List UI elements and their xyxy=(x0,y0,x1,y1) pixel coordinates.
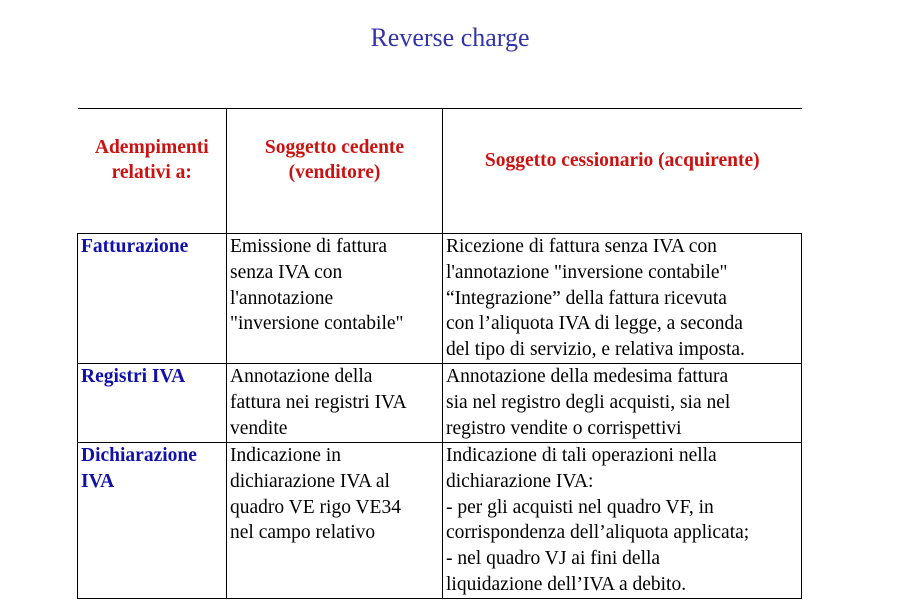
cell-cedente-fatturazione xyxy=(227,234,443,364)
cell-text: - per gli acquisti nel quadro VF, in xyxy=(446,496,714,518)
cell-text: Registri IVA xyxy=(81,366,186,387)
header-cessionario xyxy=(443,109,802,234)
header-text: relativi a: xyxy=(111,162,192,183)
table-row-dichiarazione-iva xyxy=(78,443,802,599)
cell-text: del tipo di servizio, e relativa imposta. xyxy=(446,339,745,361)
cell-cedente-dichiarazione xyxy=(227,443,443,599)
cell-text: Indicazione di tali operazioni nella xyxy=(446,445,717,466)
cell-text: vendite xyxy=(230,417,288,439)
cell-text: liquidazione dell’IVA a debito. xyxy=(446,573,687,595)
cell-text: corrispondenza dell’aliquota applicata; xyxy=(446,522,750,544)
row-label-fatturazione xyxy=(78,234,227,364)
header-text: Soggetto cedente xyxy=(264,137,405,158)
cell-text: "inversione contabile" xyxy=(230,313,404,335)
row-label-registri-iva xyxy=(78,364,227,443)
cell-text: registro vendite o corrispettivi xyxy=(446,417,682,439)
table-header-row xyxy=(78,109,802,234)
table-row-fatturazione xyxy=(78,234,802,364)
cell-text: senza IVA con xyxy=(230,261,343,283)
reverse-charge-table xyxy=(77,108,802,599)
cell-text: dichiarazione IVA al xyxy=(230,470,390,492)
cell-text: Annotazione della xyxy=(230,366,373,387)
cell-text: Ricezione di fattura senza IVA con xyxy=(446,236,717,257)
cell-text: Fatturazione xyxy=(81,236,189,257)
header-text: Adempimenti xyxy=(94,137,209,158)
cell-text: l'annotazione xyxy=(230,287,334,309)
cell-text: fattura nei registri IVA xyxy=(230,391,407,413)
cell-text: dichiarazione IVA: xyxy=(446,470,594,492)
table-row-registri-iva xyxy=(78,364,802,443)
header-cedente xyxy=(227,109,443,234)
cell-cedente-registri xyxy=(227,364,443,443)
cell-cessionario-registri xyxy=(443,364,802,443)
cell-text: quadro VE rigo VE34 xyxy=(230,496,401,518)
cell-text: - nel quadro VJ ai fini della xyxy=(446,548,661,570)
cell-text: Indicazione in xyxy=(230,445,341,466)
cell-text: l'annotazione "inversione contabile" xyxy=(446,261,728,283)
cell-text: Dichiarazione xyxy=(81,445,197,466)
header-text: (venditore) xyxy=(288,162,381,183)
row-label-dichiarazione-iva xyxy=(78,443,227,599)
cell-text: Emissione di fattura xyxy=(230,236,388,257)
cell-cessionario-fatturazione xyxy=(443,234,802,364)
header-adempimenti xyxy=(78,109,227,234)
cell-text: “Integrazione” della fattura ricevuta xyxy=(446,287,727,309)
cell-text: con l’aliquota IVA di legge, a seconda xyxy=(446,313,743,335)
cell-text: IVA xyxy=(81,470,115,492)
cell-text: sia nel registro degli acquisti, sia nel xyxy=(446,391,731,413)
cell-text: nel campo relativo xyxy=(230,522,376,544)
cell-cessionario-dichiarazione xyxy=(443,443,802,599)
cell-text: Annotazione della medesima fattura xyxy=(446,366,729,387)
slide-title: Reverse charge xyxy=(370,23,530,52)
header-text: Soggetto cessionario (acquirente) xyxy=(484,149,760,171)
